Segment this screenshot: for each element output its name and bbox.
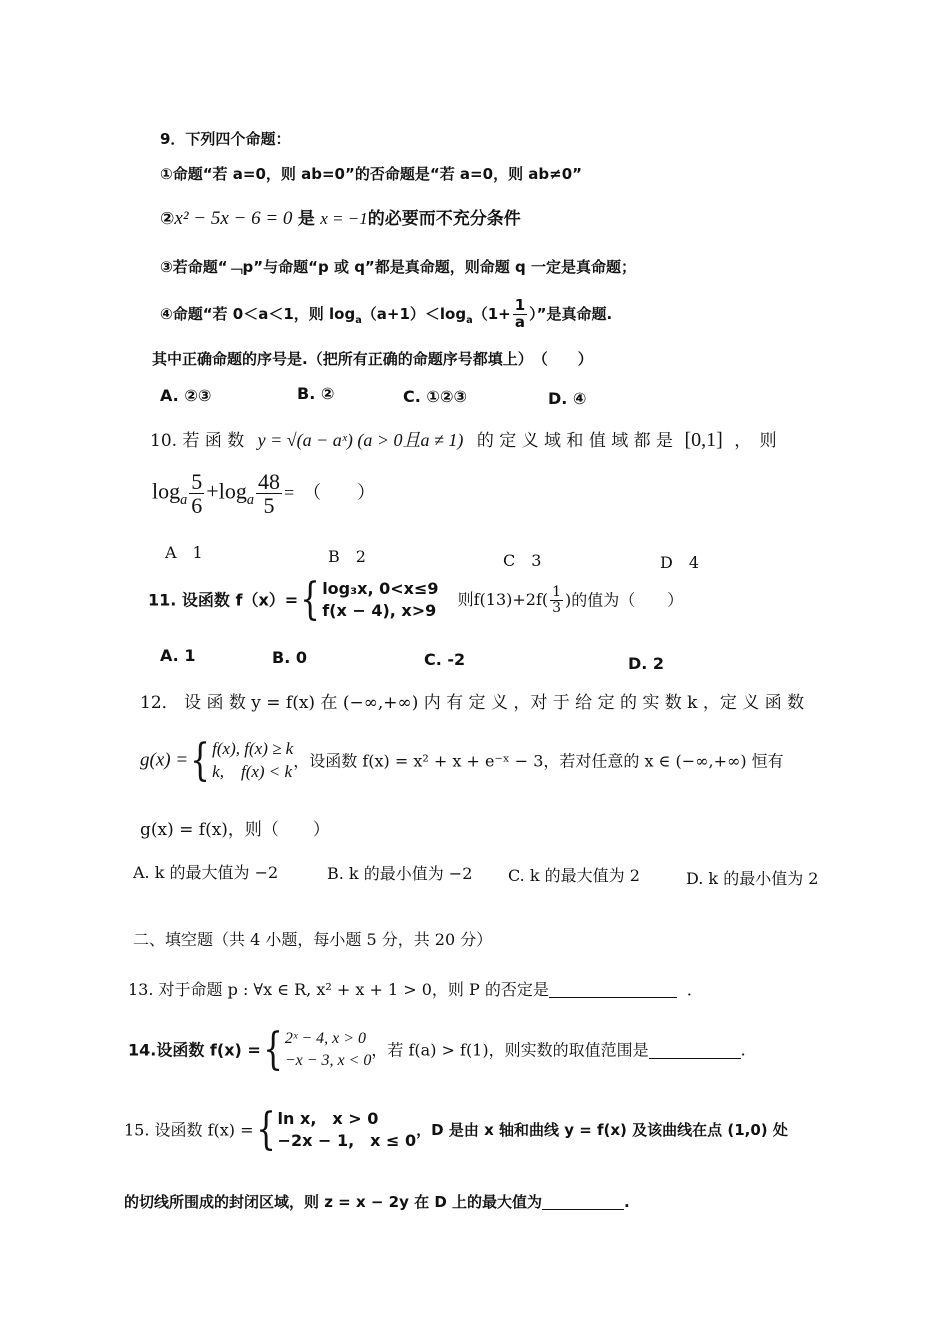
q10-function: y = √(a − aˣ) (a > 0且a ≠ 1) [257,430,464,450]
q11-option-d[interactable]: D. 2 [628,654,665,673]
q14-answer-blank[interactable] [649,1042,741,1059]
q14-cases: 2ˣ − 4, x > 0 −x − 3, x < 0 [284,1030,372,1069]
q11-brace: { [300,574,320,625]
q11-option-c[interactable]: C. -2 [424,650,466,669]
q9-fraction: $\frac{1}{a}$ [514,296,526,331]
q14-line: 14.设函数 f(x) ={ 2ˣ − 4, x > 0 −x − 3, x < 0 ，若 f(a) > f(1)，则实数的取值范围是 . [128,1024,746,1075]
q12-option-a[interactable]: A. k 的最大值为 −2 [133,863,279,882]
q9-option-d[interactable]: D. ④ [548,389,587,408]
q10-option-d[interactable]: D 4 [660,553,700,572]
q15-answer-blank[interactable] [542,1194,624,1210]
q9-statement-1: ①命题“若 a=0，则 ab=0”的否命题是“若 a=0，则 ab≠0” [160,165,583,183]
q11-line: 11. 设函数 f（x）={ log₃x, 0<x≤9 f(x − 4), x>9 则f(13)+2f( $\frac{1}{3}$ )的值为（ ） [148,574,684,625]
q10-option-b[interactable]: B 2 [328,547,366,566]
q9-statement-3: ③若命题“﹁p”与命题“p 或 q”都是真命题，则命题 q 一定是真命题； [160,258,636,276]
q9-statement-4: ④命题“若 0＜a＜1，则 $\log_a(a+1)<\log_a(1+$ $\frac{1}{a}$ ）”是真命题. [160,296,613,331]
section-2-heading: 二、填空题（共 4 小题，每小题 5 分，共 20 分） [133,930,493,949]
q10-line-1: 10. 若 函 数 y = √(a − aˣ) (a > 0且a ≠ 1) 的 定 义 域 和 值 域 都 是 [0,1] ， 则 [150,429,777,451]
q9-title: 9．下列四个命题： [160,130,291,148]
q12-cases: f(x), f(x) ≥ k k, f(x) < k [212,739,294,781]
q12-line-3: g(x) = f(x)，则（ ） [140,820,330,840]
q15-line-1: 15. 设函数 f(x) ={ ln x, x > 0 −2x − 1, x ≤ 0 ，D 是由 x 轴和曲线 y = f(x) 及该曲线在点 (1,0) 处 [124,1104,788,1155]
q13-line: 13. 对于命题 p : ∀x ∈ R, x² + x + 1 > 0，则 P 的否定是 ． [128,980,703,999]
q11-cases: log₃x, 0<x≤9 f(x − 4), x>9 [322,579,439,620]
q9-option-b[interactable]: B. ② [297,384,335,403]
q13-answer-blank[interactable] [549,981,677,998]
q10-interval: [0,1] [684,429,723,451]
q12-option-d[interactable]: D. k 的最小值为 2 [686,869,819,888]
q9-option-c[interactable]: C. ①②③ [403,387,468,406]
q12-line-1: 12． 设 函 数 y = f(x) 在 (−∞,+∞) 内 有 定 义 ，对 于 给 定 的 实 数 k ，定 义 函 数 [140,693,805,713]
q15-cases: ln x, x > 0 −2x − 1, x ≤ 0 [277,1109,417,1150]
q12-brace: { [190,734,210,786]
q12-option-b[interactable]: B. k 的最小值为 −2 [327,864,473,883]
q10-expression: $\log_a$ $\frac{5}{6}$ $+\log_a$ $\frac{48}{5}$ = （ ） [152,469,376,519]
q9-option-a[interactable]: A. ②③ [160,386,212,405]
q9-statement-2: ②x² − 5x − 6 = 0 是 x = −1的必要而不充分条件 [160,208,521,229]
q11-option-a[interactable]: A. 1 [160,646,196,665]
q15-brace: { [255,1104,276,1155]
q9-question: 其中正确命题的序号是.（把所有正确的命题序号都填上） （ ） [152,350,593,368]
q10-option-c[interactable]: C 3 [503,551,542,570]
q14-brace: { [263,1024,283,1075]
q12-option-c[interactable]: C. k 的最大值为 2 [508,866,640,885]
q12-line-2: g(x) ={ f(x), f(x) ≥ k k, f(x) < k ，设函数 f(x) = x² + x + e⁻ˣ − 3，若对任意的 x ∈ (−∞,+∞) 恒有 [140,734,784,786]
q11-option-b[interactable]: B. 0 [272,648,307,667]
q15-line-2: 的切线所围成的封闭区域，则 z = x − 2y 在 D 上的最大值为 . [124,1193,630,1211]
q9-s2-equation: x² − 5x − 6 = 0 [174,208,293,229]
q10-option-a[interactable]: A 1 [165,543,203,562]
